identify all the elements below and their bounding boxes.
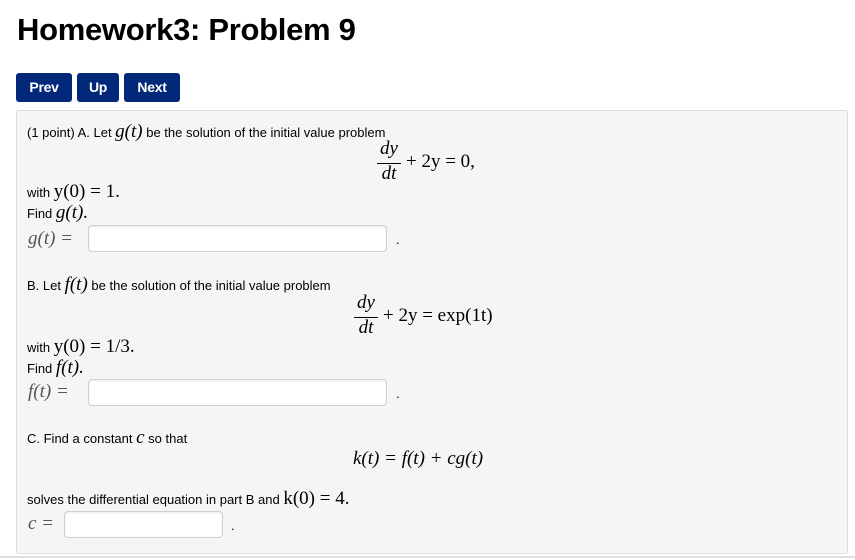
part-b-intro-suffix: be the solution of the initial value problem [87,278,331,293]
problem-navigation [16,73,180,102]
part-b-eq-rest: + 2y = exp(1t) [383,305,493,326]
part-b-condition-math: y(0) = 1/3. [53,336,135,357]
part-b-intro [27,274,331,295]
part-c-intro-suffix: so that [144,431,188,446]
part-a-condition-math: y(0) = 1. [53,181,120,202]
part-b-eq-numerator: dy [357,292,375,313]
part-a-intro-suffix: be the solution of the initial value problem [142,125,386,140]
part-a-condition-prefix: with [27,185,54,200]
up-button[interactable]: Up [77,73,119,102]
part-c-solves [27,488,350,509]
page-title: Homework3: Problem 9 [17,12,356,47]
part-a-find-prefix: Find [27,206,56,221]
part-a-function-name: g(t) [115,121,143,142]
part-b-find-prefix: Find [27,361,56,376]
part-a-find-math: g(t). [55,202,89,223]
part-c-intro [27,427,188,448]
part-b-period: . [396,386,400,401]
part-c-answer-label: c = [28,513,55,534]
part-b-find [27,357,84,378]
prev-button[interactable]: Prev [16,73,72,102]
part-a-eq-denominator: dt [381,163,397,184]
part-c-intro-prefix: C. Find a constant [27,431,137,446]
part-b-answer-label: f(t) = [28,381,69,402]
part-c-period: . [231,518,235,533]
part-b-find-math: f(t). [55,357,84,378]
bottom-divider [0,556,855,558]
part-a-eq-rest: + 2y = 0, [406,151,475,172]
part-b-condition-prefix: with [27,340,54,355]
part-a-find [27,202,89,223]
part-b-intro-prefix: B. Let [27,278,65,293]
part-a-answer-input[interactable] [88,225,387,252]
part-a-intro [27,121,386,142]
part-b-function-name: f(t) [64,274,88,295]
part-b-condition [27,336,135,357]
problem-panel [16,110,848,554]
part-b-answer-input[interactable] [88,379,387,406]
part-c-solves-text: solves the differential equation in part B and [27,492,284,507]
part-a-answer-label: g(t) = [28,228,74,249]
part-c-answer-input[interactable] [64,511,223,538]
next-button[interactable]: Next [124,73,180,102]
part-c-constant-name: c [136,427,145,448]
part-b-eq-denominator: dt [358,317,374,338]
part-c-solves-math: k(0) = 4. [283,488,350,509]
part-a-condition [27,181,120,202]
part-a-period: . [396,232,400,247]
part-c-equation: k(t) = f(t) + cg(t) [353,448,484,469]
part-a-eq-numerator: dy [380,138,398,159]
part-a-intro-prefix: (1 point) A. Let [27,125,116,140]
